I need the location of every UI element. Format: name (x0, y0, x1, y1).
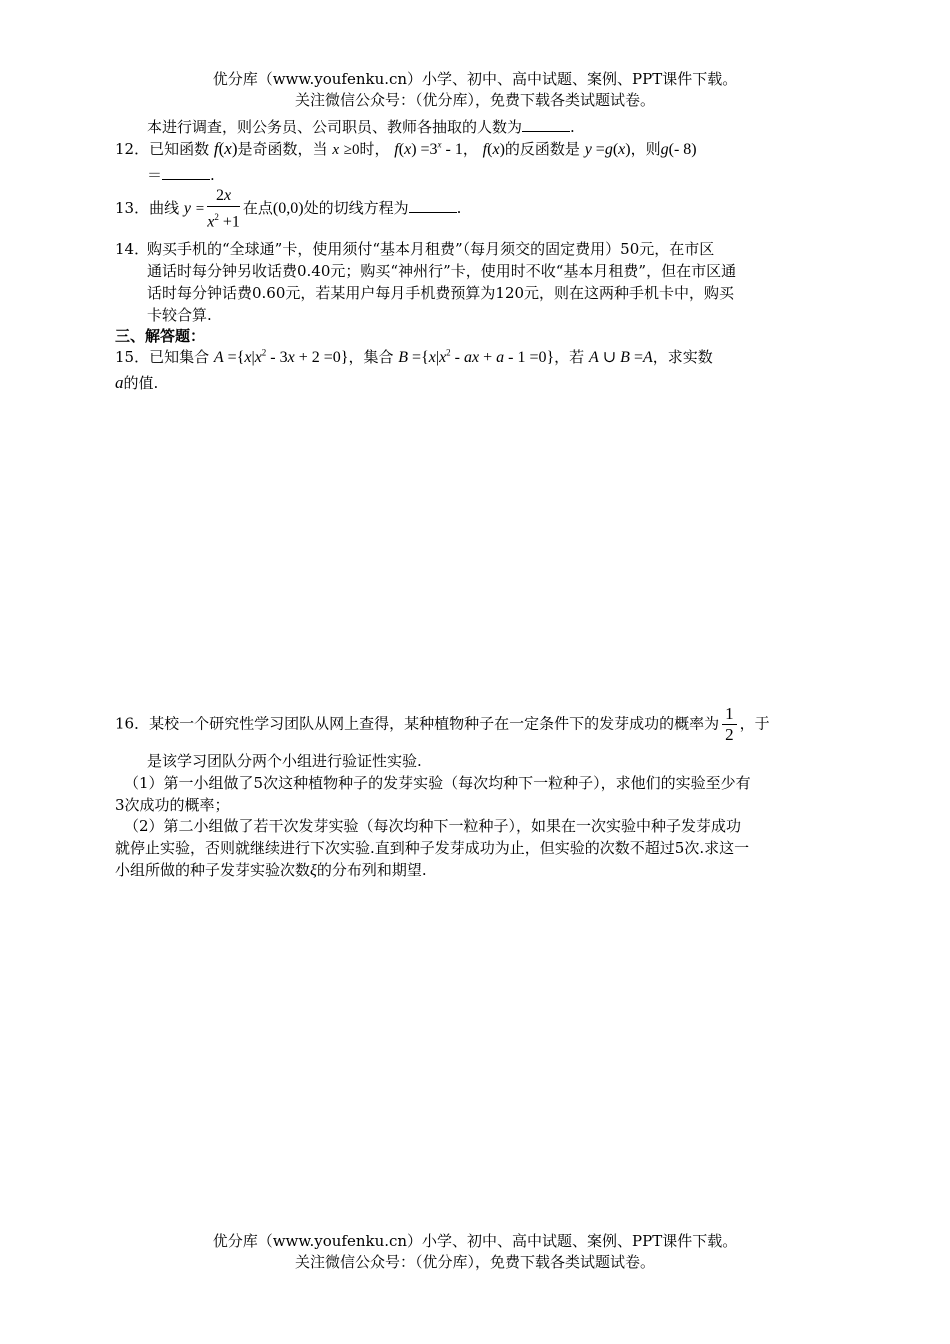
answer-blank (409, 198, 457, 213)
question-12 (115, 138, 697, 159)
header-line-1: 优分库（www.youfenku.cn）小学、初中、高中试题、案例、PPT课件下载。 (212, 70, 738, 88)
q16-text: 小组所做的种子发芽实验次数 (115, 861, 311, 879)
q16-part-1-line-2: 3次成功的概率； (115, 796, 230, 814)
math-point-00: (0,0) (272, 200, 304, 218)
q14-number: 14． (115, 240, 150, 258)
header-line-2: 关注微信公众号：（优分库），免费下载各类试题试卷。 (294, 91, 655, 109)
math-union: A ∪ B =A (588, 349, 653, 366)
footer-line-2: 关注微信公众号：（优分库），免费下载各类试题试卷。 (294, 1253, 655, 1271)
math-set-A: $A =\{x|x^2 - 3x + 2 =0\}$ (213, 347, 349, 366)
math-g-neg8: g(- 8) (660, 141, 697, 158)
fraction-one-half: $\frac{1}{2}$ (722, 704, 737, 745)
math-xi: ξ (310, 862, 317, 879)
question-16 (115, 704, 770, 745)
q15-text: ，集合 (348, 348, 394, 366)
q14-line-3: 话时每分钟话费0.60元，若某用户每月手机费预算为120元，则在这两种手机卡中，购买 (147, 284, 735, 302)
q11-end: . (570, 118, 575, 136)
q16-part-2-line-3 (115, 859, 427, 880)
q11-text: 本进行调查，则公务员、公司职员、教师各抽取的人数为 (147, 118, 523, 136)
q16-part-2-line-1: （2）第二小组做了若干次发芽实验（每次均种下一粒种子），如果在一次实验中种子发芽成功 (124, 817, 742, 835)
q16-text: 某校一个研究性学习团队从网上查得，某种植物种子在一定条件下的发芽成功的概率为 (149, 714, 720, 733)
q12-text: ， (462, 140, 478, 158)
math-paren-x: (x) (218, 139, 238, 158)
q13-text: 在点 (242, 199, 273, 218)
q13-number: 13． (115, 199, 150, 218)
q15-text: 的值. (123, 374, 159, 392)
q13-end: . (456, 199, 462, 218)
q16-part-1-line-1: （1）第一小组做了5次这种植物种子的发芽实验（每次均种下一粒种子），求他们的实验至少有 (124, 774, 751, 792)
question-12-line-2 (147, 164, 215, 185)
q12-equals: ＝ (147, 166, 163, 184)
q13-text: 曲线 (149, 199, 180, 218)
footer-line-1: 优分库（www.youfenku.cn）小学、初中、高中试题、案例、PPT课件下载。 (212, 1232, 738, 1250)
math-fx-def: $f(x) =3^x - 1$ (394, 139, 463, 158)
q12-text: 的反函数是 (504, 140, 580, 158)
q14-line-4: 卡较合算. (147, 306, 212, 324)
q15-text: 已知集合 (149, 348, 210, 366)
answer-blank (162, 165, 210, 180)
q12-text: ，则 (630, 140, 661, 158)
q15-text: ，若 (554, 348, 585, 366)
q13-text: 处的切线方程为 (303, 199, 409, 218)
question-15-line-2 (115, 372, 158, 393)
question-11-continuation (147, 116, 575, 137)
fraction-2x-over-x2-plus-1: $\frac{2x}{x^2 +1}$ (207, 187, 240, 231)
q12-text: 是奇函数，当 (237, 140, 328, 158)
q15-number: 15． (115, 348, 150, 366)
question-15 (115, 346, 713, 367)
q16-line-2: 是该学习团队分两个小组进行验证性实验. (147, 752, 422, 770)
math-x: x (332, 142, 339, 158)
q12-text: 时， (359, 140, 390, 158)
math-fx-2: f(x) (482, 141, 505, 158)
math-fx: f (213, 139, 219, 158)
q16-text: 的分布列和期望. (316, 861, 427, 879)
math-eq: = (195, 201, 205, 218)
math-y-gx: y =g(x) (584, 141, 631, 158)
q16-number: 16． (115, 714, 150, 733)
math-set-B: $B =\{x|x^2$ - ax + a - 1 =0} (398, 347, 555, 366)
answer-blank (522, 117, 570, 132)
q16-text: ，于 (739, 714, 770, 733)
math-a: a (115, 373, 124, 392)
math-geq-0: ≥0 (343, 142, 360, 158)
q14-line-1: 购买手机的“全球通”卡，使用须付“基本月租费”（每月须交的固定费用）50元，在市区 (147, 240, 715, 258)
question-13 (115, 186, 461, 232)
section-3-title: 三、解答题： (115, 327, 206, 345)
q12-number: 12． (115, 140, 150, 158)
q12-text: 已知函数 (149, 140, 210, 158)
q15-text: ，求实数 (652, 348, 713, 366)
q14-line-2: 通话时每分钟另收话费0.40元；购买“神州行”卡，使用时不收“基本月租费”，但在市区通 (147, 262, 737, 280)
q12-end: . (210, 166, 215, 184)
q16-part-2-line-2: 就停止实验，否则就继续进行下次实验.直到种子发芽成功为止，但实验的次数不超过5次.求这一 (115, 839, 750, 857)
math-y: y (183, 200, 191, 218)
